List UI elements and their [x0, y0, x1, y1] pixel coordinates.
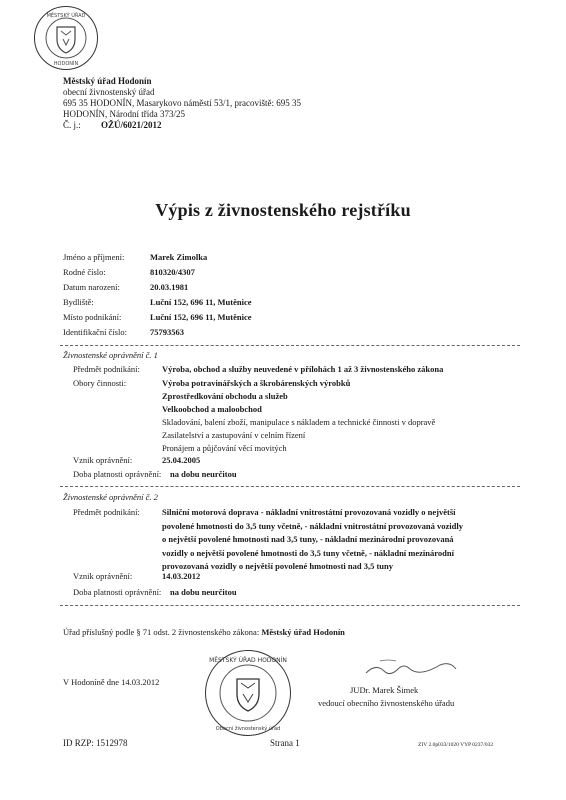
license-1-field: Velkoobchod a maloobchod [162, 404, 262, 414]
signature-icon [360, 655, 470, 681]
divider [60, 605, 520, 606]
divider [60, 345, 520, 346]
svg-text:MĚSTSKÝ ÚŘAD HODONÍN: MĚSTSKÝ ÚŘAD HODONÍN [209, 657, 287, 664]
authority-value: Městský úřad Hodonín [261, 627, 345, 637]
subject-line: povolené hmotnosti do 3,5 tuny včetně, - nákladní vnitrostátní provozovaná vozidly [162, 520, 463, 531]
reference-line [63, 120, 301, 131]
license-1-field: Pronájem a půjčování věcí movitých [162, 443, 287, 453]
birth-number-value: 810320/4307 [150, 267, 195, 277]
name-label: Jméno a příjmení: [63, 252, 125, 262]
license-1-subject-value: Výroba, obchod a služby neuvedené v přílohách 1 až 3 živnostenského zákona [162, 364, 444, 374]
birth-date-label: Datum narození: [63, 282, 120, 292]
subject-line: provozovaná vozidly o největší povolené hmotnosti nad 3,5 tuny [162, 561, 394, 571]
license-2-heading: Živnostenské oprávnění č. 2 [63, 492, 158, 502]
svg-text:MĚSTSKÝ ÚŘAD: MĚSTSKÝ ÚŘAD [46, 13, 86, 19]
license-1-field: Zasilatelství a zastupování v celním řízení [162, 430, 306, 440]
ico-value: 75793563 [150, 327, 184, 337]
footer-page-number: Strana 1 [270, 738, 300, 748]
coat-of-arms-icon [206, 651, 290, 735]
subject-line: vozidly o největší povolené hmotnosti do 3,5 tuny včetně, - nákladní mezinárodní [162, 547, 454, 558]
divider [60, 486, 520, 487]
address-line-2: HODONÍN, Národní třída 373/25 [63, 109, 185, 119]
subject-line: o největší povolené hmotnosti nad 3,5 tuny, - nákladní mezinárodní provozovaná [162, 534, 454, 544]
coat-of-arms-icon [35, 7, 97, 69]
authority-text: Úřad příslušný podle § 71 odst. 2 živnostenského zákona: [63, 627, 260, 637]
official-stamp-top [34, 6, 98, 70]
license-1-heading: Živnostenské oprávnění č. 1 [63, 350, 158, 360]
official-stamp-bottom [205, 650, 291, 736]
reference-number: OŽÚ/6021/2012 [101, 120, 162, 130]
license-2-subject-text [162, 506, 502, 574]
license-2-origin-label: Vznik oprávnění: [73, 571, 133, 581]
svg-text:Obecní živnostenský úřad: Obecní živnostenský úřad [215, 726, 281, 732]
residence-value: Luční 152, 696 11, Mutěnice [150, 297, 252, 307]
license-1-field: Skladování, balení zboží, manipulace s nákladem a technické činnosti v dopravě [162, 417, 436, 427]
department-name: obecní živnostenský úřad [63, 87, 155, 97]
license-2-origin-value: 14.03.2012 [162, 571, 201, 581]
svg-text:HODONÍN: HODONÍN [53, 61, 79, 67]
license-2-validity-value: na dobu neurčitou [170, 587, 237, 597]
birth-number-label: Rodné číslo: [63, 267, 106, 277]
subject-line: Silniční motorová doprava - nákladní vnitrostátní provozovaná vozidly o největší [162, 507, 456, 517]
residence-label: Bydliště: [63, 297, 94, 307]
license-1-origin-value: 25.04.2005 [162, 455, 201, 465]
license-1-field: Zprostředkování obchodu a služeb [162, 391, 288, 401]
footer-code: ZIV 2.0p033/1020 VYP 0237/032 [418, 742, 494, 748]
authority-line [63, 627, 345, 638]
footer-id-rzp: ID RZP: 1512978 [63, 738, 128, 748]
birth-date-value: 20.03.1981 [150, 282, 189, 292]
document-title: Výpis z živnostenského rejstříku [155, 200, 411, 220]
license-1-fields-label: Obory činnosti: [73, 378, 127, 388]
license-2-subject-label: Předmět podnikání: [73, 507, 140, 517]
address-line-1: 695 35 HODONÍN, Masarykovo náměstí 53/1, pracoviště: 695 35 [63, 98, 301, 108]
signer-name: JUDr. Marek Šimek [350, 685, 419, 695]
license-1-validity-value: na dobu neurčitou [170, 469, 237, 479]
license-1-subject-label: Předmět podnikání: [73, 364, 140, 374]
reference-label: Č. j.: [63, 120, 81, 130]
issuer-header [63, 76, 301, 131]
license-2-validity-label: Doba platnosti oprávnění: [73, 587, 162, 597]
place-date: V Hodoníně dne 14.03.2012 [63, 677, 160, 687]
business-place-label: Místo podnikání: [63, 312, 122, 322]
office-name: Městský úřad Hodonín [63, 76, 152, 86]
license-1-origin-label: Vznik oprávnění: [73, 455, 133, 465]
license-1-validity-label: Doba platnosti oprávnění: [73, 469, 162, 479]
name-value: Marek Zimolka [150, 252, 208, 262]
signer-role: vedoucí obecního živnostenského úřadu [318, 698, 455, 708]
business-place-value: Luční 152, 696 11, Mutěnice [150, 312, 252, 322]
ico-label: Identifikační číslo: [63, 327, 127, 337]
license-1-field: Výroba potravinářských a škrobárenských výrobků [162, 378, 351, 388]
